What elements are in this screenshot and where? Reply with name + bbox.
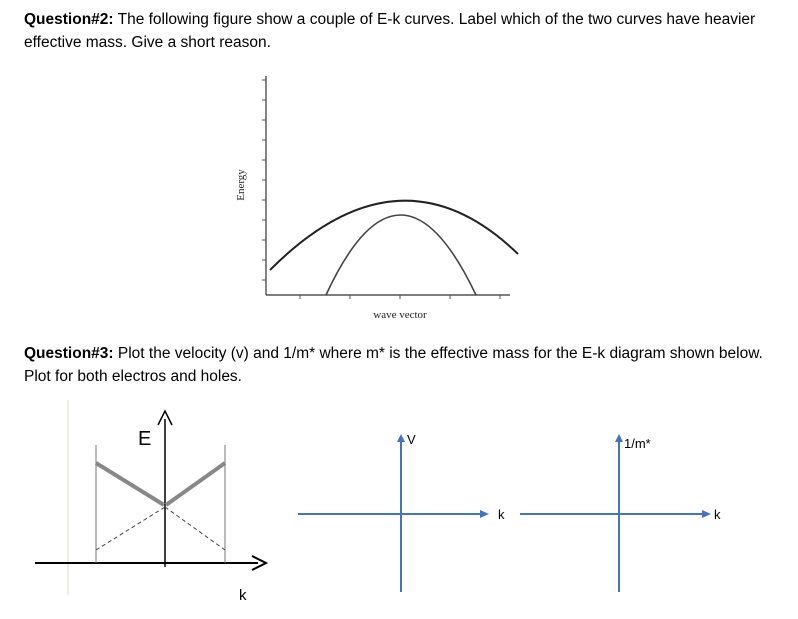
fig2-k-label: k xyxy=(239,587,247,604)
question-3-text: Plot the velocity (v) and 1/m* where m* is the effective mass for the E-k diagram shown below. Plot for both electros and holes. xyxy=(24,345,763,385)
question-3 xyxy=(24,342,784,388)
velocity-x-arrow xyxy=(480,510,489,518)
velocity-y-label: V xyxy=(407,432,416,447)
fig1-y-label: Energy xyxy=(235,169,247,201)
velocity-y-arrow xyxy=(397,434,405,442)
conduction-band-right xyxy=(166,463,225,505)
velocity-x-label: k xyxy=(498,507,505,522)
wide-band-curve xyxy=(270,201,518,270)
valence-band-left xyxy=(96,507,165,550)
velocity-plot xyxy=(290,428,530,598)
fig1-axes xyxy=(266,76,510,295)
inverse-mass-y-arrow xyxy=(615,434,623,442)
inverse-mass-plot xyxy=(510,428,750,598)
question-2 xyxy=(24,8,784,54)
valence-band-right xyxy=(165,507,225,550)
inverse-mass-y-label: 1/m* xyxy=(624,436,651,451)
fig1-ticks xyxy=(262,80,500,299)
question-2-text: The following figure show a couple of E-k curves. Label which of the two curves have heavier effective mass. Give a short reason. xyxy=(24,11,756,51)
inverse-mass-x-label: k xyxy=(714,507,721,522)
conduction-band-left xyxy=(96,463,164,505)
fig2-e-label: E xyxy=(138,428,152,450)
narrow-band-curve xyxy=(326,215,476,295)
ek-curves-figure xyxy=(200,70,540,330)
question-2-heading: Question#2: xyxy=(24,11,114,28)
question-3-heading: Question#3: xyxy=(24,345,114,362)
inverse-mass-x-arrow xyxy=(702,510,711,518)
band-diagram-figure xyxy=(30,395,280,615)
fig1-x-label: wave vector xyxy=(373,309,427,321)
